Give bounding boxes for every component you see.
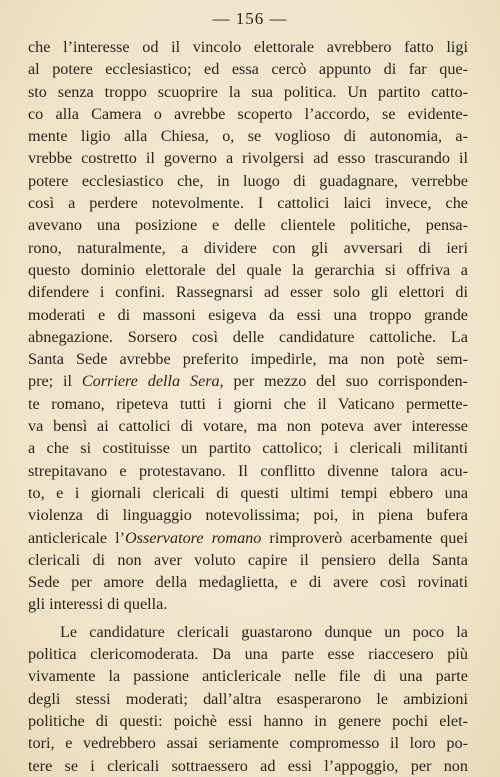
text-line: gli interessi di quella. (28, 595, 168, 614)
text-line: tori, e vedrebbero assai seriamente compromesso il loro po- (28, 734, 468, 753)
text-line: Santa Sede avrebbe preferito impedirle, ma non potè sem- (28, 350, 468, 369)
text-line: difendere i confini. Rassegnarsi ad esser solo gli elettori di (28, 283, 468, 302)
text-line: a che si costituisse un partito cattolico; i clericali militanti (28, 439, 468, 458)
text-line: co alla Camera o avrebbe scoperto l’accordo, se evidente- (28, 104, 468, 123)
paragraph-first-line: Le candidature clericali guastarono dunque un poco la (60, 622, 468, 641)
text-line: tere se i clericali sottraessero ad essi l’appoggio, per non (28, 756, 468, 775)
text-line: politiche di questi: poichè essi hanno in genere pochi elet- (28, 711, 468, 730)
text-line: così a perdere notevolmente. I cattolici laici invece, che (28, 194, 468, 213)
text-line: clericali di non aver voluto capire il pensiero della Santa (28, 550, 468, 569)
text-line: te romano, ripeteva tutti i giorni che il Vaticano permette- (28, 394, 468, 413)
text-line: questo dominio elettorale del quale la gerarchia si offriva a (28, 260, 468, 279)
text-line: anticlericale l’Osservatore romano rimproverò acerbamente quei (28, 528, 468, 547)
text-line: mente ligio alla Chiesa, o, se voglioso di autonomia, a- (28, 127, 468, 146)
text-line: rono, naturalmente, a dividere con gli avversari di ieri (28, 238, 468, 257)
text-line: avevano una posizione e delle clientele politiche, pensa- (28, 216, 468, 235)
text-line: che l’interesse od il vincolo elettorale avrebbero fatto ligi (28, 38, 468, 56)
text-line: politica clericomoderata. Da una parte esse riaccesero più (28, 645, 468, 664)
page-number: — 156 — (212, 9, 288, 28)
text-line: vivamente la passione anticlericale nelle file di una parte (28, 667, 468, 686)
text-line: pre; il Corriere della Sera, per mezzo del suo corrisponden- (28, 372, 468, 391)
text-line: Sede per amore della medaglietta, e di avere così rovinati (28, 573, 468, 592)
text-line: va bensì ai cattolici di votare, ma non poteva aver interesse (28, 417, 468, 436)
text-line: strepitavano e protestavano. Il conflitto divenne talora acu- (28, 461, 468, 480)
text-line: moderati e di massoni esigeva da essi una troppo grande (28, 305, 468, 324)
italic-title: Corriere della Sera (81, 372, 220, 391)
text-line: violenza di linguaggio notevolissima; poi, in piena bufera (28, 506, 468, 525)
text-line: degli stessi moderati; dall’altra esasperarono le ambizioni (28, 689, 468, 708)
text-line: vrebbe costretto il governo a rivolgersi ad esso trascurando il (28, 149, 468, 168)
text-line: al potere ecclesiastico; ed essa cercò appunto di far que- (28, 60, 468, 79)
text-line: potere ecclesiastico che, in luogo di guadagnare, verrebbe (28, 171, 468, 190)
text-line: abnegazione. Sorsero così delle candidature cattoliche. La (28, 327, 468, 346)
text-line: to, e i giornali clericali di questi ultimi tempi ebbero una (28, 483, 468, 502)
body-text (28, 36, 468, 777)
italic-title: Osservatore romano (125, 528, 262, 547)
text-line: sto senza troppo scuoprire la sua politica. Un partito catto- (28, 82, 468, 101)
